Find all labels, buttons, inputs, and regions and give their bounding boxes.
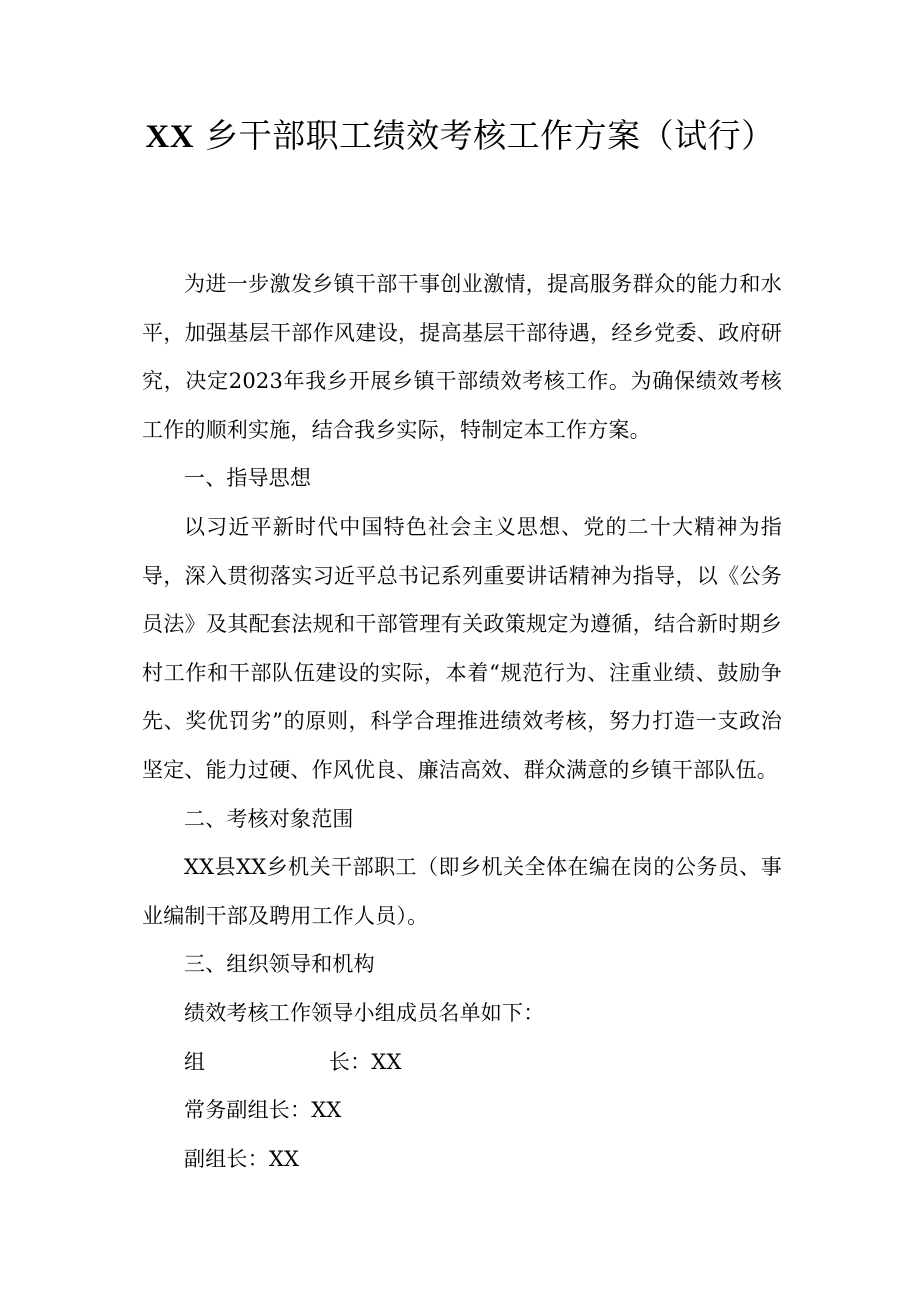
leader-label-b: 长： (328, 1049, 372, 1074)
title-prefix: XX (145, 119, 195, 155)
deputy-label: 副组长： (184, 1146, 269, 1171)
section-heading-organization: 三、组织领导和机构 (184, 952, 375, 977)
leader-label-a: 组 (184, 1049, 206, 1074)
organization-intro: 绩效考核工作领导小组成员名单如下： (184, 1000, 545, 1025)
guiding-ideology-paragraph: 以习近平新时代中国特色社会主义思想、党的二十大精神为指导，深入贯彻落实习近平总书记系列重要讲话精神为指导，以《公务员法》及其配套法规和干部管理有关政策规定为遵循，结合新时期乡村工作和干部队伍建设的实际，本着“规范行为、注重业绩、鼓励争先、奖优罚劣”的原则，科学合理推进绩效考核，努力打造一支政治坚定、能力过硬、作风优良、廉洁高效、群众满意的乡镇干部队伍。 (142, 514, 782, 782)
assessment-scope-paragraph: XX县XX乡机关干部职工（即乡机关全体在编在岗的公务员、事业编制干部及聘用工作人员）。 (142, 855, 782, 928)
deputy-name: XX (268, 1146, 300, 1171)
exec-deputy-line (142, 1086, 782, 1135)
leader-name: XX (371, 1049, 402, 1074)
exec-deputy-name: XX (311, 1098, 342, 1123)
section-heading-guiding-ideology: 一、指导思想 (184, 466, 312, 491)
leader-line (142, 1038, 782, 1087)
deputy-line (142, 1135, 782, 1184)
exec-deputy-label: 常务副组长： (184, 1098, 312, 1123)
intro-paragraph: 为进一步激发乡镇干部干事创业激情，提高服务群众的能力和水平，加强基层干部作风建设，提高基层干部待遇，经乡党委、政府研究，决定2023年我乡开展乡镇干部绩效考核工作。为确保绩效考核工作的顺利实施，结合我乡实际，特制定本工作方案。 (142, 272, 782, 442)
title-rest: 乡干部职工绩效考核工作方案（试行） (194, 116, 775, 155)
document-body (142, 260, 782, 1183)
section-heading-assessment-scope: 二、考核对象范围 (184, 806, 354, 831)
document-title (0, 112, 920, 161)
